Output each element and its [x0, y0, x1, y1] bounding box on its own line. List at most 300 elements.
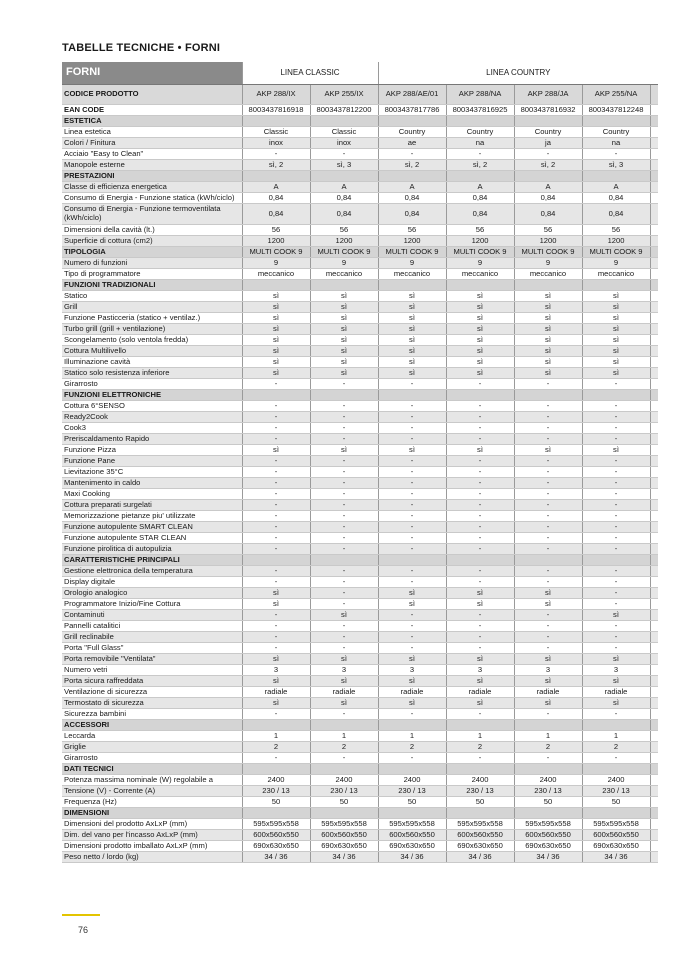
value-cell: [310, 807, 378, 818]
empty-cell: [650, 521, 658, 532]
empty-cell: [650, 774, 658, 785]
value-cell: -: [514, 488, 582, 499]
row-label: Funzione Pizza: [62, 444, 242, 455]
value-cell: sì: [446, 697, 514, 708]
empty-cell: [650, 104, 658, 115]
value-cell: 600x560x550: [310, 829, 378, 840]
value-cell: -: [582, 378, 650, 389]
table-row: [62, 620, 658, 631]
value-cell: sì: [514, 356, 582, 367]
value-cell: [582, 115, 650, 126]
value-cell: MULTI COOK 9: [378, 246, 446, 257]
row-label: Acciaio "Easy to Clean": [62, 148, 242, 159]
table-row: [62, 510, 658, 521]
value-cell: 1: [378, 730, 446, 741]
value-cell: sì: [514, 697, 582, 708]
value-cell: -: [310, 587, 378, 598]
value-cell: [378, 115, 446, 126]
value-cell: [582, 807, 650, 818]
value-cell: 8003437817786: [378, 104, 446, 115]
value-cell: 3: [446, 664, 514, 675]
value-cell: [378, 719, 446, 730]
value-cell: sì: [310, 334, 378, 345]
value-cell: sì: [514, 587, 582, 598]
value-cell: -: [514, 400, 582, 411]
value-cell: 56: [446, 224, 514, 235]
value-cell: Country: [378, 126, 446, 137]
value-cell: 2: [514, 741, 582, 752]
empty-cell: [650, 818, 658, 829]
value-cell: 50: [582, 796, 650, 807]
value-cell: -: [310, 400, 378, 411]
value-cell: 9: [514, 257, 582, 268]
value-cell: 230 / 13: [378, 785, 446, 796]
value-cell: sì: [582, 356, 650, 367]
value-cell: 8003437816918: [242, 104, 310, 115]
table-row: [62, 785, 658, 796]
section-label: PRESTAZIONI: [62, 170, 242, 181]
value-cell: MULTI COOK 9: [310, 246, 378, 257]
value-cell: -: [310, 411, 378, 422]
value-cell: -: [582, 708, 650, 719]
footer-accent-bar: [62, 914, 100, 916]
brand-cell: FORNI: [62, 62, 242, 84]
value-cell: 230 / 13: [242, 785, 310, 796]
value-cell: -: [514, 576, 582, 587]
value-cell: -: [582, 488, 650, 499]
empty-cell: [650, 664, 658, 675]
empty-cell: [650, 356, 658, 367]
table-row: [62, 192, 658, 203]
row-label: Numero di funzioni: [62, 257, 242, 268]
value-cell: [514, 554, 582, 565]
value-cell: 1200: [582, 235, 650, 246]
value-cell: -: [582, 576, 650, 587]
empty-cell: [650, 290, 658, 301]
row-label: Superficie di cottura (cm2): [62, 235, 242, 246]
row-label: EAN CODE: [62, 104, 242, 115]
value-cell: sì: [242, 334, 310, 345]
value-cell: -: [378, 708, 446, 719]
table-row: [62, 257, 658, 268]
value-cell: 595x595x558: [514, 818, 582, 829]
value-cell: -: [310, 521, 378, 532]
value-cell: [582, 763, 650, 774]
value-cell: -: [582, 477, 650, 488]
value-cell: meccanico: [582, 268, 650, 279]
value-cell: sì: [242, 653, 310, 664]
value-cell: 9: [310, 257, 378, 268]
value-cell: -: [242, 543, 310, 554]
value-cell: [446, 763, 514, 774]
value-cell: sì: [242, 345, 310, 356]
row-label: Peso netto / lordo (kg): [62, 851, 242, 862]
table-row: [62, 444, 658, 455]
value-cell: -: [514, 510, 582, 521]
value-cell: sì: [310, 444, 378, 455]
value-cell: 690x630x650: [582, 840, 650, 851]
value-cell: 3: [514, 664, 582, 675]
row-label: Gestione elettronica della temperatura: [62, 565, 242, 576]
value-cell: sì, 2: [514, 159, 582, 170]
value-cell: -: [310, 510, 378, 521]
value-cell: MULTI COOK 9: [582, 246, 650, 257]
value-cell: sì: [310, 290, 378, 301]
value-cell: -: [242, 488, 310, 499]
value-cell: -: [310, 631, 378, 642]
value-cell: -: [242, 521, 310, 532]
empty-cell: [650, 631, 658, 642]
value-cell: -: [310, 620, 378, 631]
empty-cell: [650, 126, 658, 137]
value-cell: sì: [310, 323, 378, 334]
value-cell: 8003437816932: [514, 104, 582, 115]
empty-cell: [650, 455, 658, 466]
value-cell: sì: [446, 356, 514, 367]
value-cell: -: [378, 488, 446, 499]
row-label: Pannelli catalitici: [62, 620, 242, 631]
value-cell: sì: [378, 345, 446, 356]
value-cell: 2: [446, 741, 514, 752]
value-cell: sì: [378, 356, 446, 367]
value-cell: 690x630x650: [514, 840, 582, 851]
row-label: Potenza massima nominale (W) regolabile a: [62, 774, 242, 785]
value-cell: 50: [242, 796, 310, 807]
value-cell: A: [378, 181, 446, 192]
section-header-row: [62, 246, 658, 257]
section-header-row: [62, 279, 658, 290]
row-label: Tipo di programmatore: [62, 268, 242, 279]
empty-cell: [650, 686, 658, 697]
empty-cell: [650, 675, 658, 686]
value-cell: radiale: [446, 686, 514, 697]
value-cell: [514, 279, 582, 290]
value-cell: -: [242, 631, 310, 642]
value-cell: meccanico: [514, 268, 582, 279]
empty-cell: [650, 598, 658, 609]
row-label: Consumo di Energia - Funzione termoventilata (kWh/ciclo): [62, 203, 242, 224]
value-cell: -: [242, 708, 310, 719]
value-cell: [310, 554, 378, 565]
value-cell: 50: [310, 796, 378, 807]
value-cell: -: [446, 499, 514, 510]
value-cell: sì: [582, 609, 650, 620]
value-cell: -: [242, 620, 310, 631]
value-cell: [242, 389, 310, 400]
value-cell: -: [446, 609, 514, 620]
empty-cell: [650, 510, 658, 521]
value-cell: -: [378, 378, 446, 389]
table-row: [62, 104, 658, 115]
value-cell: sì: [310, 367, 378, 378]
value-cell: [514, 170, 582, 181]
value-cell: 2: [582, 741, 650, 752]
value-cell: 9: [378, 257, 446, 268]
value-cell: meccanico: [446, 268, 514, 279]
table-row: [62, 290, 658, 301]
value-cell: 56: [582, 224, 650, 235]
value-cell: [378, 807, 446, 818]
value-cell: -: [378, 477, 446, 488]
row-label: Termostato di sicurezza: [62, 697, 242, 708]
value-cell: -: [446, 433, 514, 444]
table-row: [62, 433, 658, 444]
value-cell: 50: [446, 796, 514, 807]
value-cell: sì: [446, 653, 514, 664]
value-cell: 1200: [310, 235, 378, 246]
value-cell: 1200: [514, 235, 582, 246]
value-cell: -: [446, 521, 514, 532]
value-cell: sì: [242, 587, 310, 598]
value-cell: sì: [378, 323, 446, 334]
value-cell: -: [242, 433, 310, 444]
value-cell: -: [242, 411, 310, 422]
value-cell: 3: [310, 664, 378, 675]
table-row: [62, 730, 658, 741]
row-label: Grill reclinabile: [62, 631, 242, 642]
value-cell: -: [514, 477, 582, 488]
page-title: TABELLE TECNICHE • FORNI: [62, 42, 221, 54]
table-row: [62, 741, 658, 752]
value-cell: -: [310, 477, 378, 488]
row-label: Turbo grill (grill + ventilazione): [62, 323, 242, 334]
value-cell: sì: [378, 587, 446, 598]
row-label: Programmatore Inizio/Fine Cottura: [62, 598, 242, 609]
empty-cell: [650, 444, 658, 455]
value-cell: -: [310, 455, 378, 466]
value-cell: sì, 3: [310, 159, 378, 170]
value-cell: 0,84: [582, 192, 650, 203]
value-cell: sì: [310, 301, 378, 312]
value-cell: sì: [446, 301, 514, 312]
value-cell: -: [242, 565, 310, 576]
table-row: [62, 301, 658, 312]
value-cell: 2: [378, 741, 446, 752]
table-row: [62, 664, 658, 675]
row-label: Funzione pirolitica di autopulizia: [62, 543, 242, 554]
value-cell: sì: [310, 312, 378, 323]
value-cell: sì: [582, 345, 650, 356]
section-label: DATI TECNICI: [62, 763, 242, 774]
row-label: Girarrosto: [62, 378, 242, 389]
table-row: [62, 521, 658, 532]
value-cell: Country: [446, 126, 514, 137]
value-cell: MULTI COOK 9: [446, 246, 514, 257]
empty-cell: [650, 246, 658, 257]
table-row: [62, 422, 658, 433]
empty-cell: [650, 796, 658, 807]
value-cell: -: [378, 411, 446, 422]
value-cell: sì: [242, 675, 310, 686]
value-cell: [514, 807, 582, 818]
row-label: Cottura preparati surgelati: [62, 499, 242, 510]
value-cell: sì: [378, 290, 446, 301]
value-cell: 0,84: [242, 203, 310, 224]
table-row: [62, 203, 658, 224]
table-row: [62, 268, 658, 279]
value-cell: sì: [242, 598, 310, 609]
value-cell: MULTI COOK 9: [514, 246, 582, 257]
value-cell: -: [242, 642, 310, 653]
group-country: LINEA COUNTRY: [378, 62, 658, 84]
value-cell: -: [378, 148, 446, 159]
value-cell: 34 / 36: [446, 851, 514, 862]
table-row: [62, 126, 658, 137]
value-cell: -: [514, 433, 582, 444]
value-cell: sì: [378, 312, 446, 323]
table-row: [62, 159, 658, 170]
table-row: [62, 818, 658, 829]
value-cell: sì: [310, 653, 378, 664]
value-cell: [446, 807, 514, 818]
value-cell: sì: [446, 312, 514, 323]
table-row: [62, 345, 658, 356]
value-cell: -: [446, 510, 514, 521]
value-cell: sì: [242, 356, 310, 367]
value-cell: [310, 389, 378, 400]
value-cell: 2400: [310, 774, 378, 785]
row-label: Cottura 6°SENSO: [62, 400, 242, 411]
table-row: [62, 697, 658, 708]
empty-cell: [650, 257, 658, 268]
value-cell: sì: [378, 444, 446, 455]
product-code-row: [62, 84, 658, 104]
row-label: Manopole esterne: [62, 159, 242, 170]
value-cell: -: [378, 455, 446, 466]
table-row: [62, 499, 658, 510]
row-label: Sicurezza bambini: [62, 708, 242, 719]
row-label: Porta removibile "Ventilata": [62, 653, 242, 664]
table-row: [62, 642, 658, 653]
value-cell: -: [446, 576, 514, 587]
table-row: [62, 312, 658, 323]
value-cell: [582, 279, 650, 290]
value-cell: -: [514, 565, 582, 576]
value-cell: -: [378, 576, 446, 587]
table-row: [62, 378, 658, 389]
value-cell: -: [582, 411, 650, 422]
value-cell: inox: [310, 137, 378, 148]
value-cell: [514, 763, 582, 774]
value-cell: na: [582, 137, 650, 148]
table-row: [62, 631, 658, 642]
row-label: Scongelamento (solo ventola fredda): [62, 334, 242, 345]
value-cell: sì: [514, 301, 582, 312]
value-cell: sì: [446, 675, 514, 686]
value-cell: -: [582, 466, 650, 477]
value-cell: 595x595x558: [582, 818, 650, 829]
value-cell: -: [514, 411, 582, 422]
value-cell: -: [378, 752, 446, 763]
value-cell: 56: [514, 224, 582, 235]
table-row: [62, 148, 658, 159]
value-cell: [582, 719, 650, 730]
empty-cell: [650, 576, 658, 587]
value-cell: -: [446, 532, 514, 543]
value-cell: -: [310, 148, 378, 159]
value-cell: -: [378, 499, 446, 510]
value-cell: -: [446, 466, 514, 477]
value-cell: 2400: [582, 774, 650, 785]
value-cell: 8003437812200: [310, 104, 378, 115]
value-cell: sì: [446, 345, 514, 356]
value-cell: sì: [310, 345, 378, 356]
empty-cell: [650, 807, 658, 818]
value-cell: -: [514, 378, 582, 389]
row-label: Ready2Cook: [62, 411, 242, 422]
value-cell: Classic: [310, 126, 378, 137]
empty-cell: [650, 708, 658, 719]
value-cell: [514, 115, 582, 126]
table-row: [62, 488, 658, 499]
value-cell: 690x630x650: [242, 840, 310, 851]
value-cell: 8003437812248: [582, 104, 650, 115]
value-cell: 0,84: [514, 203, 582, 224]
value-cell: -: [446, 752, 514, 763]
value-cell: [378, 279, 446, 290]
value-cell: -: [582, 148, 650, 159]
row-label: Frequenza (Hz): [62, 796, 242, 807]
value-cell: -: [582, 598, 650, 609]
value-cell: -: [446, 631, 514, 642]
value-cell: 230 / 13: [514, 785, 582, 796]
value-cell: -: [582, 631, 650, 642]
section-label: DIMENSIONI: [62, 807, 242, 818]
row-label: Cottura Multilivello: [62, 345, 242, 356]
value-cell: 0,84: [378, 192, 446, 203]
empty-cell: [650, 159, 658, 170]
table-row: [62, 543, 658, 554]
value-cell: sì: [514, 653, 582, 664]
table-row: [62, 851, 658, 862]
value-cell: 1200: [378, 235, 446, 246]
value-cell: -: [378, 620, 446, 631]
value-cell: sì: [378, 301, 446, 312]
empty-cell: [650, 422, 658, 433]
table-row: [62, 686, 658, 697]
value-cell: ja: [514, 137, 582, 148]
value-cell: 50: [514, 796, 582, 807]
page-number: 76: [78, 925, 89, 935]
value-cell: ae: [378, 137, 446, 148]
value-cell: [242, 554, 310, 565]
empty-cell: [650, 312, 658, 323]
value-cell: sì: [582, 312, 650, 323]
value-cell: sì: [378, 697, 446, 708]
value-cell: 34 / 36: [242, 851, 310, 862]
value-cell: sì: [582, 323, 650, 334]
value-cell: sì: [446, 290, 514, 301]
empty-cell: [650, 411, 658, 422]
row-label: Cook3: [62, 422, 242, 433]
value-cell: -: [378, 400, 446, 411]
value-cell: Classic: [242, 126, 310, 137]
value-cell: -: [378, 631, 446, 642]
value-cell: [446, 719, 514, 730]
value-cell: -: [582, 532, 650, 543]
table-row: [62, 466, 658, 477]
row-label: Statico solo resistenza inferiore: [62, 367, 242, 378]
table-row: [62, 323, 658, 334]
value-cell: -: [446, 565, 514, 576]
value-cell: sì: [310, 356, 378, 367]
value-cell: -: [242, 752, 310, 763]
value-cell: sì: [582, 301, 650, 312]
spec-table: [62, 62, 658, 863]
value-cell: [446, 279, 514, 290]
value-cell: 595x595x558: [310, 818, 378, 829]
value-cell: sì: [446, 323, 514, 334]
